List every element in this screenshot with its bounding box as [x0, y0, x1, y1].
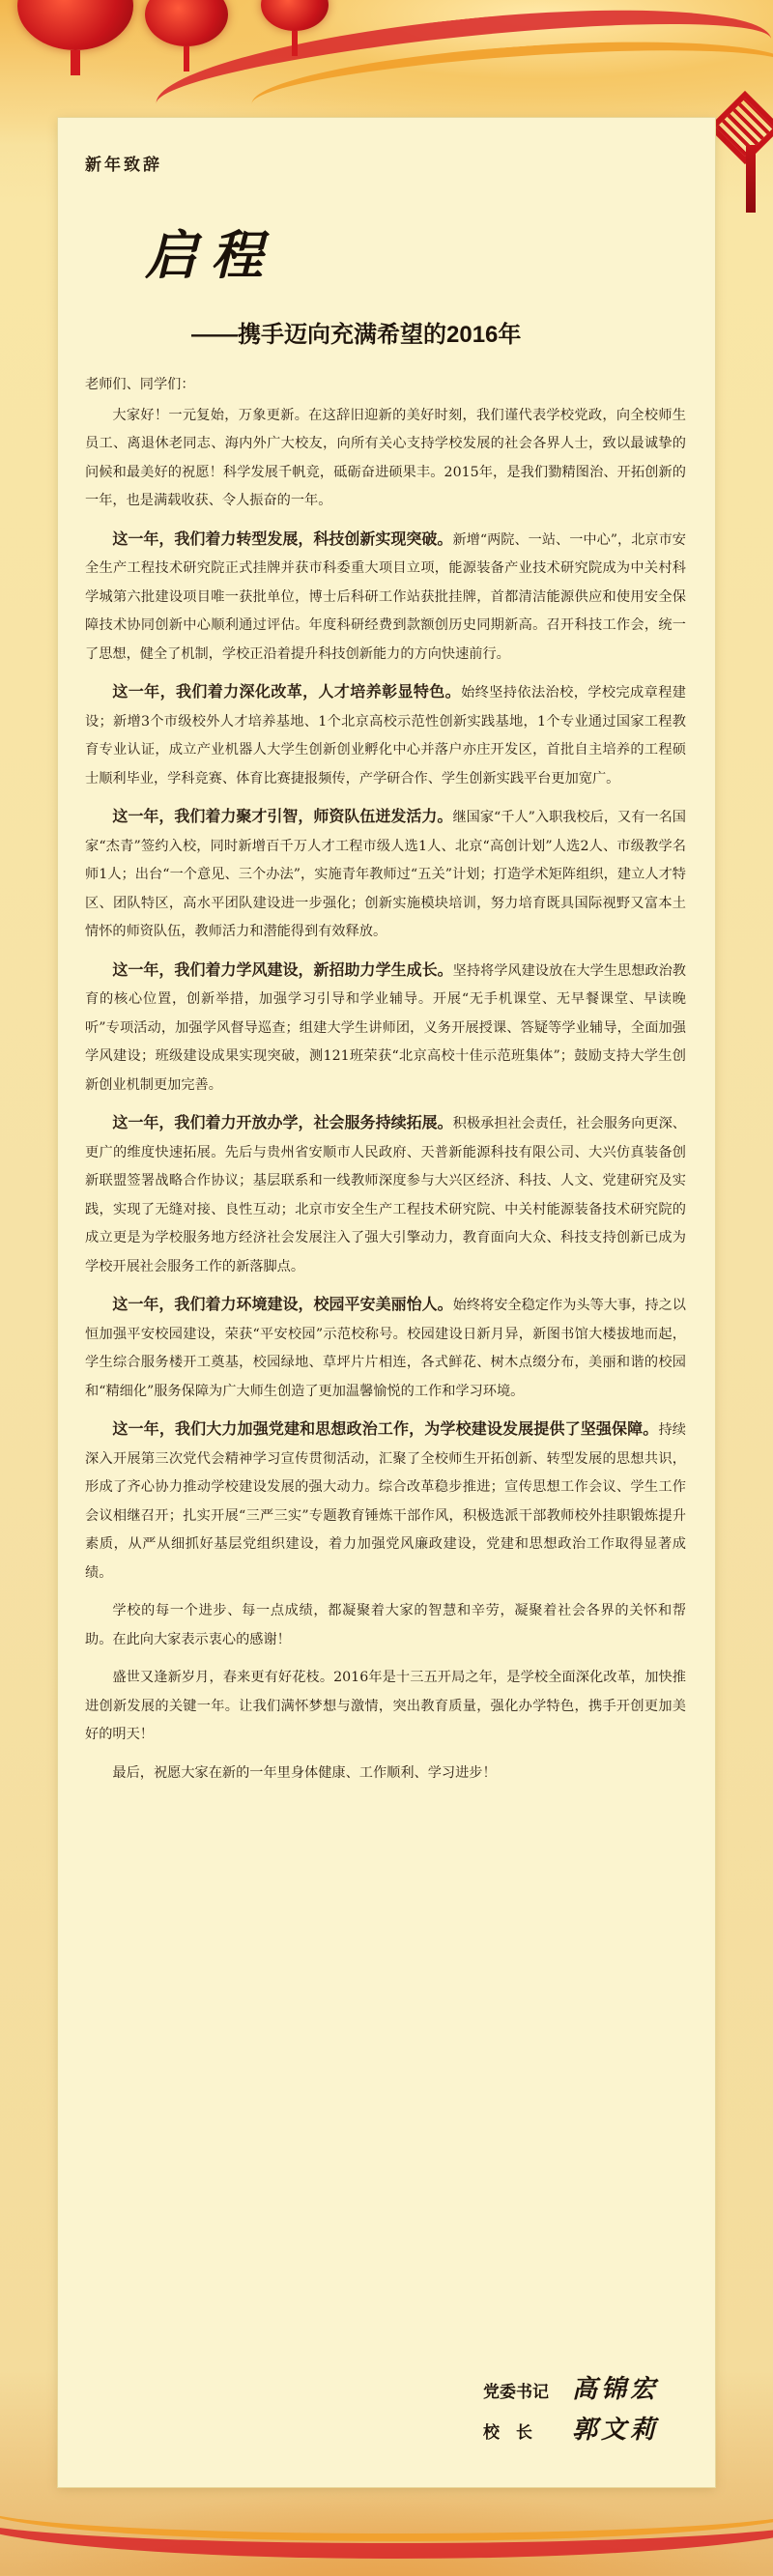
- page-subtitle: ——携手迈向充满希望的2016年: [191, 322, 522, 348]
- signature-block: [483, 2369, 659, 2450]
- paragraph-text: 坚持将学风建设放在大学生思想政治教育的核心位置，创新举措，加强学习引导和学业辅导。开展“无手机课堂、无早餐课堂、早读晚听”专项活动，加强学风督导巡查；组建大学生讲师团，义务开展授课、答疑等学业辅导，全面加强学风建设；班级建设成果实现突破，测121班荣获“北京高校十佳示范班集体”；鼓励支持大学生创新创业机制更加完善。: [85, 962, 686, 1093]
- letter-paper: [58, 118, 715, 2487]
- paragraph-list: [85, 402, 686, 1789]
- paragraph: [85, 1109, 686, 1281]
- paragraph: [85, 1291, 686, 1406]
- paragraph-lead: 这一年，我们着力深化改革，人才培养彰显特色。: [112, 684, 462, 701]
- paragraph-text: 大家好！一元复始，万象更新。在这辞旧迎新的美好时刻，我们谨代表学校党政，向全校师生员工、离退休老同志、海内外广大校友，向所有关心支持学校发展的社会各界人士，致以最诚挚的问候和最美好的祝愿！科学发展千帆竞，砥砺奋进硕果丰。2015年，是我们勠精图治、开拓创新的一年，也是满载收获、令人振奋的一年。: [85, 407, 686, 508]
- paragraph: [85, 678, 686, 793]
- paragraph-lead: 这一年，我们着力学风建设，新招助力学生成长。: [112, 961, 453, 979]
- paragraph-text: 继国家“千人”入职我校后，又有一名国家“杰青”签约入校，同时新增百千万人才工程市级人选1人、北京“高创计划”人选2人、市级教学名师1人；出台“一个意见、三个办法”，实施青年教师过“五关”计划；打造学术矩阵组织，建立人才特区、团队特区，高水平团队建设进一步强化；创新实施模块培训，努力培育既具国际视野又富本土情怀的师资队伍，教师活力和潜能得到有效释放。: [85, 810, 686, 939]
- paragraph: [85, 1597, 686, 1654]
- knot-tassel: [746, 145, 756, 213]
- paragraph-text: 新增“两院、一站、一中心”，北京市安全生产工程技术研究院正式挂牌并获市科委重大项目立项，能源装备产业技术研究院成为中关村科学城第六批建设项目唯一获批单位，博士后科研工作站获批挂牌，首都清洁能源供应和使用安全保障技术协同创新中心顺利通过评估。年度科研经费到款额创历史同期新高。召开科技工作会，统一了思想，健全了机制，学校正沿着提升科技创新能力的方向快速前行。: [85, 531, 686, 662]
- signature-role: 校 长: [483, 2423, 532, 2442]
- signature-name: 郭文莉: [572, 2416, 660, 2445]
- paragraph: [85, 526, 686, 670]
- paragraph-lead: 这一年，我们着力环境建设，校园平安美丽怡人。: [112, 1297, 453, 1313]
- paragraph-text: 最后，祝愿大家在新的一年里身体健康、工作顺利、学习进步！: [112, 1764, 497, 1781]
- paragraph: [85, 957, 686, 1101]
- paragraph: [85, 1416, 686, 1588]
- paragraph-lead: 这一年，我们着力开放办学，社会服务持续拓展。: [112, 1115, 453, 1131]
- signature-name: 高锦宏: [572, 2375, 660, 2404]
- header-label: 新年致辞: [85, 156, 162, 175]
- paragraph-text: 始终坚持依法治校，学校完成章程建设；新增3个市级校外人才培养基地、1个北京高校示范性创新实践基地，1个专业通过国家工程教育专业认证，成立产业机器人大学生创新创业孵化中心并落户亦庄开发区，首批自主培养的工程硕士顺利毕业，学科竞赛、体育比赛捷报频传，产学研合作、学生创新实践平台更加宽广。: [85, 685, 686, 787]
- paragraph: [85, 1664, 686, 1750]
- signature-row: [483, 2410, 659, 2450]
- paragraph-text: 盛世又逢新岁月，春来更有好花枝。2016年是十三五开局之年，是学校全面深化改革，加快推进创新发展的关键一年。让我们满怀梦想与激情，突出教育质量，强化办学特色，携手开创更加美好的明天！: [85, 1670, 686, 1742]
- paragraph: [85, 1760, 686, 1789]
- letter-body: [85, 371, 686, 1797]
- paragraph: [85, 803, 686, 947]
- signature-role: 党委书记: [483, 2383, 549, 2401]
- paragraph-text: 积极承担社会责任，社会服务向更深、更广的维度快速拓展。先后与贵州省安顺市人民政府、天普新能源科技有限公司、大兴仿真装备创新联盟签署战略合作协议；基层联系和一线教师深度参与大兴区经济、科技、人文、党建研究及实践，实现了无缝对接、良性互动；北京市安全生产工程技术研究院、中关村能源装备技术研究院的成立更是为学校服务地方经济社会发展注入了强大引擎动力，教育面向大众、科技支持创新已成为学校开展社会服务工作的新落脚点。: [85, 1116, 686, 1274]
- paragraph-text: 持续深入开展第三次党代会精神学习宣传贯彻活动，汇聚了全校师生开拓创新、转型发展的思想共识，形成了齐心协力推动学校建设发展的强大动力。综合改革稳步推进；宣传思想工作会议、学生工作会议相继召开；扎实开展“三严三实”专题教育锤炼干部作风，积极选派干部教师校外挂职锻炼提升素质，从严从细抓好基层党组织建设，着力加强党风廉政建设，党建和思想政治工作取得显著成绩。: [85, 1422, 686, 1581]
- paragraph: [85, 402, 686, 516]
- paragraph-lead: 这一年，我们着力转型发展，科技创新实现突破。: [112, 530, 453, 548]
- paragraph-text: 学校的每一个进步、每一点成绩，都凝聚着大家的智慧和辛劳，凝聚着社会各界的关怀和帮助。在此向大家表示衷心的感谢！: [85, 1603, 686, 1647]
- page-title: 启程: [145, 224, 276, 286]
- signature-row: [483, 2369, 659, 2410]
- paragraph-text: 始终将安全稳定作为头等大事，持之以恒加强平安校园建设，荣获“平安校园”示范校称号。校园建设日新月异，新图书馆大楼拔地而起，学生综合服务楼开工奠基，校园绿地、草坪片片相连，各式鲜花、树木点缀分布，美丽和谐的校园和“精细化”服务保障为广大师生创造了更加温馨愉悦的工作和学习环境。: [85, 1298, 686, 1399]
- paragraph-lead: 这一年，我们大力加强党建和思想政治工作，为学校建设发展提供了坚强保障。: [112, 1421, 659, 1438]
- paragraph-lead: 这一年，我们着力聚才引智，师资队伍迸发活力。: [112, 809, 453, 825]
- salutation: 老师们、同学们：: [85, 377, 195, 392]
